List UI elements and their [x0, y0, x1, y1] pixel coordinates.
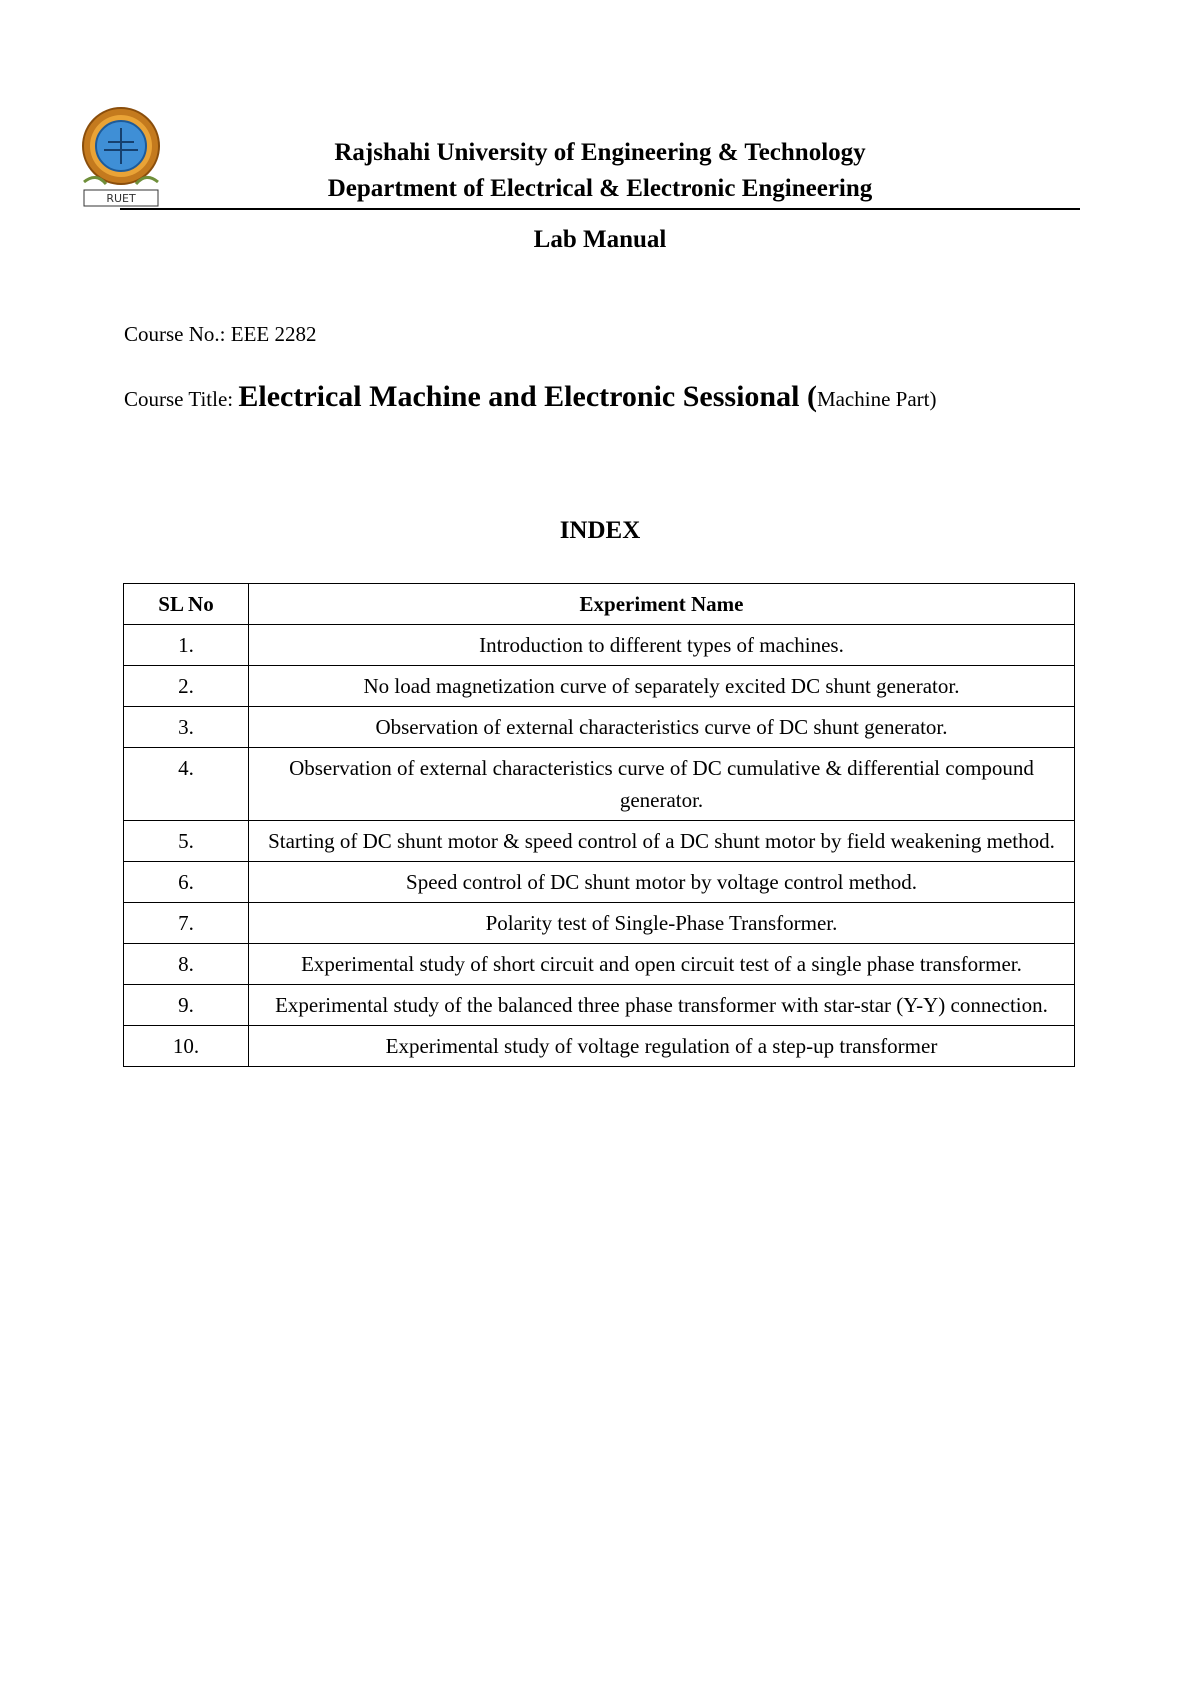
course-no-line [124, 322, 316, 347]
row-experiment: Experimental study of short circuit and open circuit test of a single phase transformer. [249, 944, 1075, 985]
row-experiment: Observation of external characteristics curve of DC shunt generator. [249, 707, 1075, 748]
logo-text: RUET [106, 192, 136, 205]
table-row [124, 707, 1075, 748]
row-sl: 1. [124, 625, 249, 666]
row-experiment: Introduction to different types of machines. [249, 625, 1075, 666]
table-row [124, 985, 1075, 1026]
course-no-label: Course No.: [124, 322, 231, 346]
row-sl: 10. [124, 1026, 249, 1067]
row-sl: 6. [124, 862, 249, 903]
row-experiment: Speed control of DC shunt motor by voltage control method. [249, 862, 1075, 903]
row-sl: 8. [124, 944, 249, 985]
table-row [124, 1026, 1075, 1067]
row-sl: 9. [124, 985, 249, 1026]
col-header-experiment: Experiment Name [249, 584, 1075, 625]
row-sl: 4. [124, 748, 249, 821]
table-row [124, 666, 1075, 707]
department-name: Department of Electrical & Electronic Engineering [327, 175, 873, 202]
row-experiment: Experimental study of voltage regulation of a step-up transformer [249, 1026, 1075, 1067]
table-header-row [124, 584, 1075, 625]
row-sl: 2. [124, 666, 249, 707]
university-name: Rajshahi University of Engineering & Technology [334, 139, 866, 166]
table-row [124, 903, 1075, 944]
row-experiment: Experimental study of the balanced three phase transformer with star-star (Y-Y) connection. [249, 985, 1075, 1026]
course-title-main: Electrical Machine and Electronic Sessional ( [238, 380, 817, 413]
row-sl: 5. [124, 821, 249, 862]
doc-type-title: Lab Manual [533, 226, 667, 253]
row-experiment: Observation of external characteristics curve of DC cumulative & differential compound generator. [249, 748, 1075, 821]
row-experiment: No load magnetization curve of separately excited DC shunt generator. [249, 666, 1075, 707]
course-title-line [124, 380, 936, 414]
table-row [124, 944, 1075, 985]
table-row [124, 625, 1075, 666]
table-row [124, 862, 1075, 903]
row-experiment: Polarity test of Single-Phase Transformer. [249, 903, 1075, 944]
table-row [124, 748, 1075, 821]
row-sl: 7. [124, 903, 249, 944]
course-no-value: EEE 2282 [230, 322, 317, 346]
course-title-sub: Machine Part) [816, 387, 937, 411]
ruet-logo [76, 104, 166, 214]
index-table [123, 583, 1075, 1067]
col-header-sl: SL No [124, 584, 249, 625]
header-rule [120, 208, 1080, 210]
table-row [124, 821, 1075, 862]
index-heading: INDEX [559, 517, 641, 544]
course-title-label: Course Title: [124, 387, 239, 411]
row-sl: 3. [124, 707, 249, 748]
row-experiment: Starting of DC shunt motor & speed control of a DC shunt motor by field weakening method. [249, 821, 1075, 862]
